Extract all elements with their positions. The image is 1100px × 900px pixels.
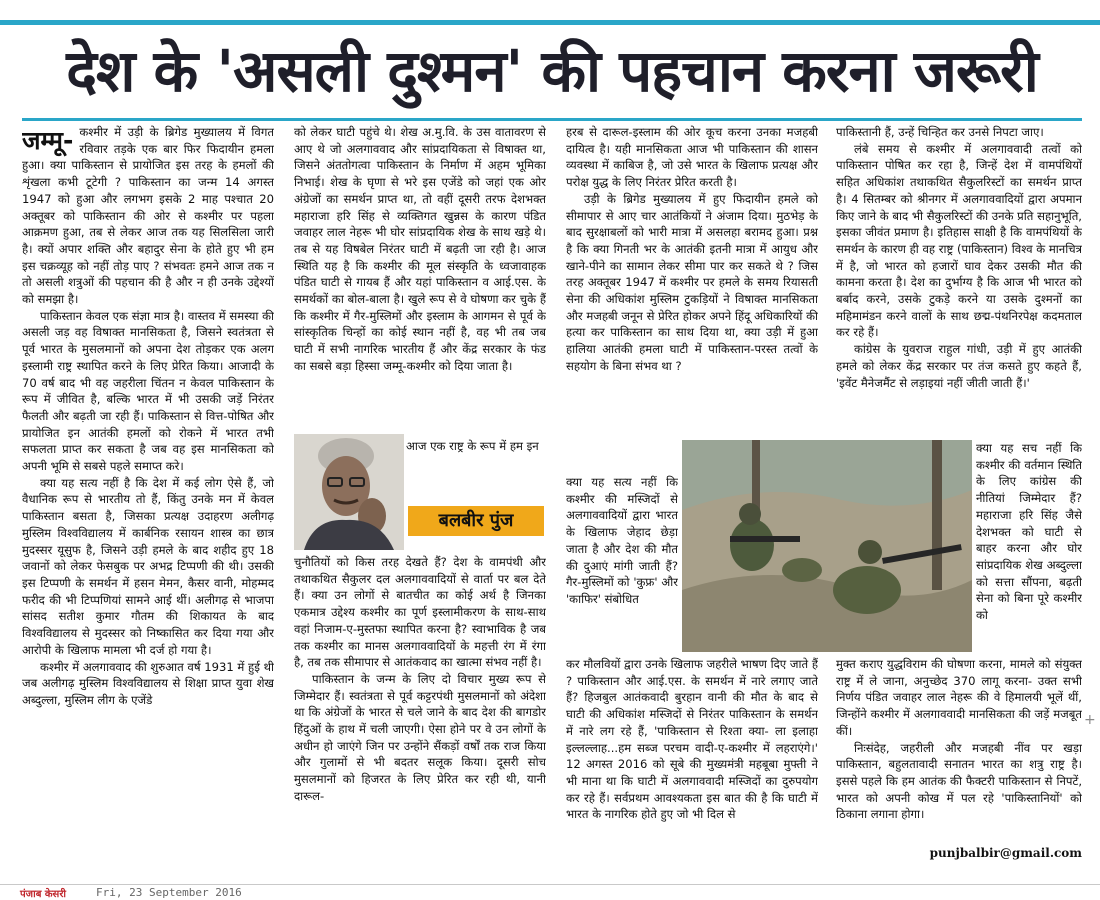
headline-rule (22, 118, 1082, 121)
paragraph: उड़ी के ब्रिगेड मुख्यालय में हुए फिदायीन हमले को सीमापार से आए चार आतंकियों ने अंजाम दिया। मुठभेड़ के बाद सुरक्षाबलों को भारी मात्रा में असलहा बरामद हुआ। प्रश्न है कि क्या गिनती भर के आतंकी इतनी मात्रा में आयुध और खाने-पीने का सामान लेकर सीमा पार कर सकते थे ? जिस तरह अक्तूबर 1947 में कश्मीर पर हमले के समय रियासती सेना की अधिकांश मुस्लिम टुकड़ियों ने विषाक्त मानसिकता और मजहबी जनून से प्रेरित होकर अपने हिंदू अधिकारियों की हत्या कर पाकिस्तान का साथ दिया था, क्या उड़ी में हुआ हालिया आतंकी हमला घाटी में पाकिस्तान-परस्त तत्वों के सहयोग के बिना संभव था ? (566, 191, 818, 373)
dateline: जम्मू- (22, 126, 74, 155)
top-rule (0, 20, 1100, 25)
paragraph: पाकिस्तान के जन्म के लिए दो विचार मुख्य रूप से जिम्मेदार हैं। स्वतंत्रता से पूर्व कट्टरपंथी मुसलमानों को अंदेशा था कि अंग्रेजों के भारत से चले जाने के बाद देश की बागडोर हिंदुओं के हाथ में चली जाएगी। ऐसा होने पर वे उन लोगों के अधीन हो जाएंगे जिन पर उन्होंने सैंकड़ों वर्षों तक राज किया और गुलामों से भी बदतर सलूक किया। दूसरी सोच मुसलमानों को हिजरत के लिए प्रेरित कर रही थी, यानी दारूल- (294, 671, 546, 803)
paragraph: पाकिस्तानी हैं, उन्हें चिन्हित कर उनसे निपटा जाए। (836, 125, 1044, 139)
newspaper-brand: पंजाब केसरी (20, 889, 67, 900)
author-box (294, 434, 546, 552)
paragraph-beside-photo: क्या यह सत्य नहीं कि कश्मीर की मस्जिदों से अलगाववादियों द्वारा भारत के खिलाफ जेहाद छेड़ा जाता है और देश की मौत की दुआएं मांगी जाती हैं? गैर-मुस्लिमों को 'कुफ्र' और 'काफिर' संबोधित (566, 475, 678, 606)
publication-date: Fri, 23 September 2016 (96, 886, 242, 899)
paragraph: क्या यह सत्य नहीं है कि देश में कई लोग ऐसे हैं, जो वैधानिक रूप से भारतीय तो हैं, किंतु उनके मन में केवल पाकिस्तान बसता है, जिसका प्रत्यक्ष उदाहरण अलीगढ़ मुस्लिम विश्वविद्यालय में कार्बनिक रसायन शास्त्र का छात्र मुदस्सर यूसुफ है, जिसने उड़ी हमले के बाद शहीद हुए 18 जवानों को लेकर फेसबुक पर अभद्र टिप्पणी की थी। उसकी इस टिप्पणी के समर्थन में हसन मेमन, कैसर वानी, मोहम्मद फरीद की भी टिप्पणियां सामने आई थीं। अलीगढ़ से भाजपा सांसद सतीश कुमार गौतम की शिकायत के बाद विश्वविद्यालय से मुदस्सर को निष्कासित कर दिया गया और आरोपी के खिलाफ मामला भी दर्ज हो गया है। (22, 475, 274, 657)
article-column-2-bottom (294, 554, 546, 864)
crop-mark-icon: + (1084, 712, 1096, 728)
paragraph: चुनौतियों को किस तरह देखते हैं? देश के वामपंथी और तथाकथित सैकुलर दल अलगाववादियों से वार्ता पर बल देते हैं। क्या उन लोगों से बातचीत का कोई अर्थ है जिनका एकमात्र उद्देश्य कश्मीर का पूर्ण इस्लामीकरण के साथ-साथ वहां निजाम-ए-मुस्तफा स्थापित करना है? स्वाभाविक है जब तक कश्मीर का मानस अलगाववादियों के महत्ती रंग में रंगा है, तब तक सीमापार से आतंकवाद का खात्मा संभव नहीं है। (294, 555, 546, 670)
article-column-4-bottom (836, 656, 1082, 844)
footer-rule (0, 884, 1100, 885)
author-name: बलबीर पुंज (408, 506, 544, 536)
paragraph: कश्मीर में अलगाववाद की शुरुआत वर्ष 1931 में हुई थी जब अलीगढ़ मुस्लिम विश्वविद्यालय से शिक्षा प्राप्त युवा शेख अब्दुल्ला, मुस्लिम लीग के एजेंडे (22, 659, 274, 707)
paragraph: मुक्त कराए युद्धविराम की घोषणा करना, मामले को संयुक्त राष्ट्र में ले जाना, अनुच्छेद 370 लागू करना- उक्त सभी निर्णय पंडित जवाहर लाल नेहरू की वे हिमालयी भूलें थीं, जिन्होंने कश्मीर में अलगाववादी मानसिकता की जड़ें मजबूत कीं। (836, 657, 1082, 738)
author-portrait-icon (294, 434, 404, 550)
headline: देश के 'असली दुश्मन' की पहचान करना जरूरी (66, 37, 1038, 105)
article-column-4-top (836, 124, 1082, 440)
author-email: punjbalbir@gmail.com (929, 846, 1082, 860)
article-column-3-top (566, 124, 818, 438)
article-column-3-bottom (566, 656, 818, 864)
paragraph: हरब से दारूल-इस्लाम की ओर कूच करना उनका मजहबी दायित्व है। यही मानसिकता आज भी पाकिस्तान की शासन व्यवस्था में काबिज है, जो उसे भारत के खिलाफ प्रत्यक्ष और परोक्ष युद्ध के लिए निरंतर प्रेरित करती है। (566, 125, 818, 190)
paragraph: कर मौलवियों द्वारा उनके खिलाफ जहरीले भाषण दिए जाते हैं ? पाकिस्तान और आई.एस. के समर्थन में नारे लगाए जाते हैं? हिजबुल आतंकवादी बुरहान वानी की मौत के बाद से घाटी की अधिकांश मस्जिदों से निरंतर पाकिस्तान के समर्थन में नारे लग रहे हैं, 'पाकिस्तान से रिश्ता क्या- ला इलाहा इल्लल्लाह...हम सब्ज परचम वादी-ए-कश्मीर में लहराएंगे।' 12 अगस्त 2016 को सूबे की मुख्यमंत्री महबूबा मुफ्ती ने भी माना था कि घाटी में अलगाववादी मस्जिदों का दुरुपयोग कर रहे हैं। सर्वप्रथम आवश्यकता इस बात की है कि घाटी में भारत के नागरिक होते हुए जो भी दिल से (566, 657, 818, 822)
paragraph: लंबे समय से कश्मीर में अलगाववादी तत्वों को पाकिस्तान पोषित कर रहा है, जिन्हें देश में वामपंथियों सहित अधिकांश तथाकथित सैकुलरिस्टों का समर्थन प्राप्त है। 4 सितम्बर को श्रीनगर में अलगाववादियों द्वारा अपमान किए जाने के बाद भी सैकुलरिस्टों की उनके प्रति सहानुभूति, इसका जीवंत प्रमाण है। इतिहास साक्षी है कि वामपंथियों के समर्थन के कारण ही वह राष्ट्र (पाकिस्तान) विश्व के मानचित्र में है, जो भारत को हजारों घाव देकर उसकी मौत की कामना करता है। देश का दुर्भाग्य है कि आज भी भारत को बर्बाद करने, उसके टुकड़े करने या उसके दुश्मनों का महिमामंडन करने वालों के साथ छद्म-पंथनिरपेक्ष कदमताल कर रहे हैं। (836, 141, 1082, 340)
paragraph-beside-photo: आज एक राष्ट्र के रूप में हम इन (406, 439, 539, 453)
paragraph-beside-photo: क्या यह सच नहीं कि कश्मीर की वर्तमान स्थिति के लिए कांग्रेस की नीतियां जिम्मेदार हैं? महाराजा हरि सिंह जैसे देशभक्त को घाटी से बाहर करना और घोर सांप्रदायिक शेख अब्दुल्ला को सत्ता सौंपना, बढ़ती सेना को बिना पूरे कश्मीर को (976, 441, 1082, 623)
soldiers-photo-icon (682, 440, 972, 652)
article-column-1 (22, 124, 274, 830)
paragraph: कांग्रेस के युवराज राहुल गांधी, उड़ी में हुए आतंकी हमले को लेकर केंद्र सरकार पर तंज कसते हुए कहते हैं, 'इवेंट मैनेजमैंट से लड़ाइयां नहीं जीती जाती हैं।' (836, 342, 1082, 390)
article-column-2-top (294, 124, 546, 424)
paragraph: निःसंदेह, जहरीली और मजहबी नींव पर खड़ा पाकिस्तान, बहुलतावादी सनातन भारत का शत्रु राष्ट्र है। इससे पहले कि हम आतंक की फैक्टरी पाकिस्तान से निपटें, भारत को अपनी कोख में पल रहे 'पाकिस्तानियों' को ठिकाना लगाना होगा। (836, 740, 1082, 822)
paragraph: को लेकर घाटी पहुंचे थे। शेख अ.मु.वि. के उस वातावरण से आए थे जो अलगाववाद और सांप्रदायिकता से विषाक्त था, जिसने अंततोगत्वा पाकिस्तान के निर्माण में अहम भूमिका निभाई। शेख के घृणा से भरे इस एजेंडे को जहां एक ओर अंग्रेजों का समर्थन प्राप्त था, तो वहीं दूसरी तरफ देशभक्त महाराजा हरि सिंह से व्यक्तिगत खुन्नस के कारण पंडित जवाहर लाल नेहरू भी घोर सांप्रदायिक शेख के साथ खड़े थे। तब से यह विषबेल निरंतर घाटी में बढ़ती जा रही है। आज स्थिति यह है कि कश्मीर की मूल संस्कृति के ध्वजावाहक पंडित घाटी से गायब हैं और यहां पाकिस्तान व आई.एस. के समर्थकों का बोल-बाला है। खुले रूप से वे घोषणा कर चुके हैं कि कश्मीर में गैर-मुस्लिमों और इस्लाम के आगमन से पूर्व के सांस्कृतिक चिन्हों का कोई स्थान नहीं है, वह भी तब जब घाटी में सभी नागरिक भारतीय हैं और केंद्र सरकार के फंड का सबसे बड़ा हिस्सा जम्मू-कश्मीर को दिया जाता है। (294, 125, 546, 373)
paragraph: कश्मीर में उड़ी के ब्रिगेड मुख्यालय में विगत रविवार तड़के एक बार फिर फिदायीन हमला हुआ। क्या पाकिस्तान से प्रायोजित इस तरह के हमलों की शृंखला कभी टूटेगी ? पाकिस्तान का जन्म 14 अगस्त 1947 को हुआ और लगभग इसके 2 माह पश्चात 20 अक्तूबर को पाकिस्तान की ओर से कश्मीर पर पहला आक्रमण हुआ, तब से लेकर आज तक यह सिलसिला जारी है। क्यों अपार शक्ति और बहादुर सेना के होते हुए भी हम इस चक्रव्यूह को नहीं तोड़ पाए ? संभवतः हमने आज तक न तो असली शत्रुओं की पहचान की है और न ही उनके उद्देश्यों को समझा है। (22, 125, 274, 307)
paragraph: पाकिस्तान केवल एक संज्ञा मात्र है। वास्तव में समस्या की असली जड़ वह विषाक्त मानसिकता है, जिसने स्वतंत्रता से पूर्व भारत के मुसलमानों को अपना देश तोड़कर एक अलग इस्लामी राष्ट्र स्थापित करने के लिए प्रेरित किया। आजादी के 70 वर्ष बाद भी वह जहरीला चिंतन न केवल पाकिस्तान के रूप में जीवित है, बल्कि भारत में भी उसकी जड़ें निरंतर फैलती और बढ़ती जा रही हैं। पाकिस्तान से वित्त-पोषित और प्रायोजित इन आतंकी हमलों को रोकने में भारत तभी सफलता प्राप्त कर सकता है जब वह इस मानसिकता को अपनी भूमि से सबसे पहले समाप्त करे। (22, 308, 274, 474)
